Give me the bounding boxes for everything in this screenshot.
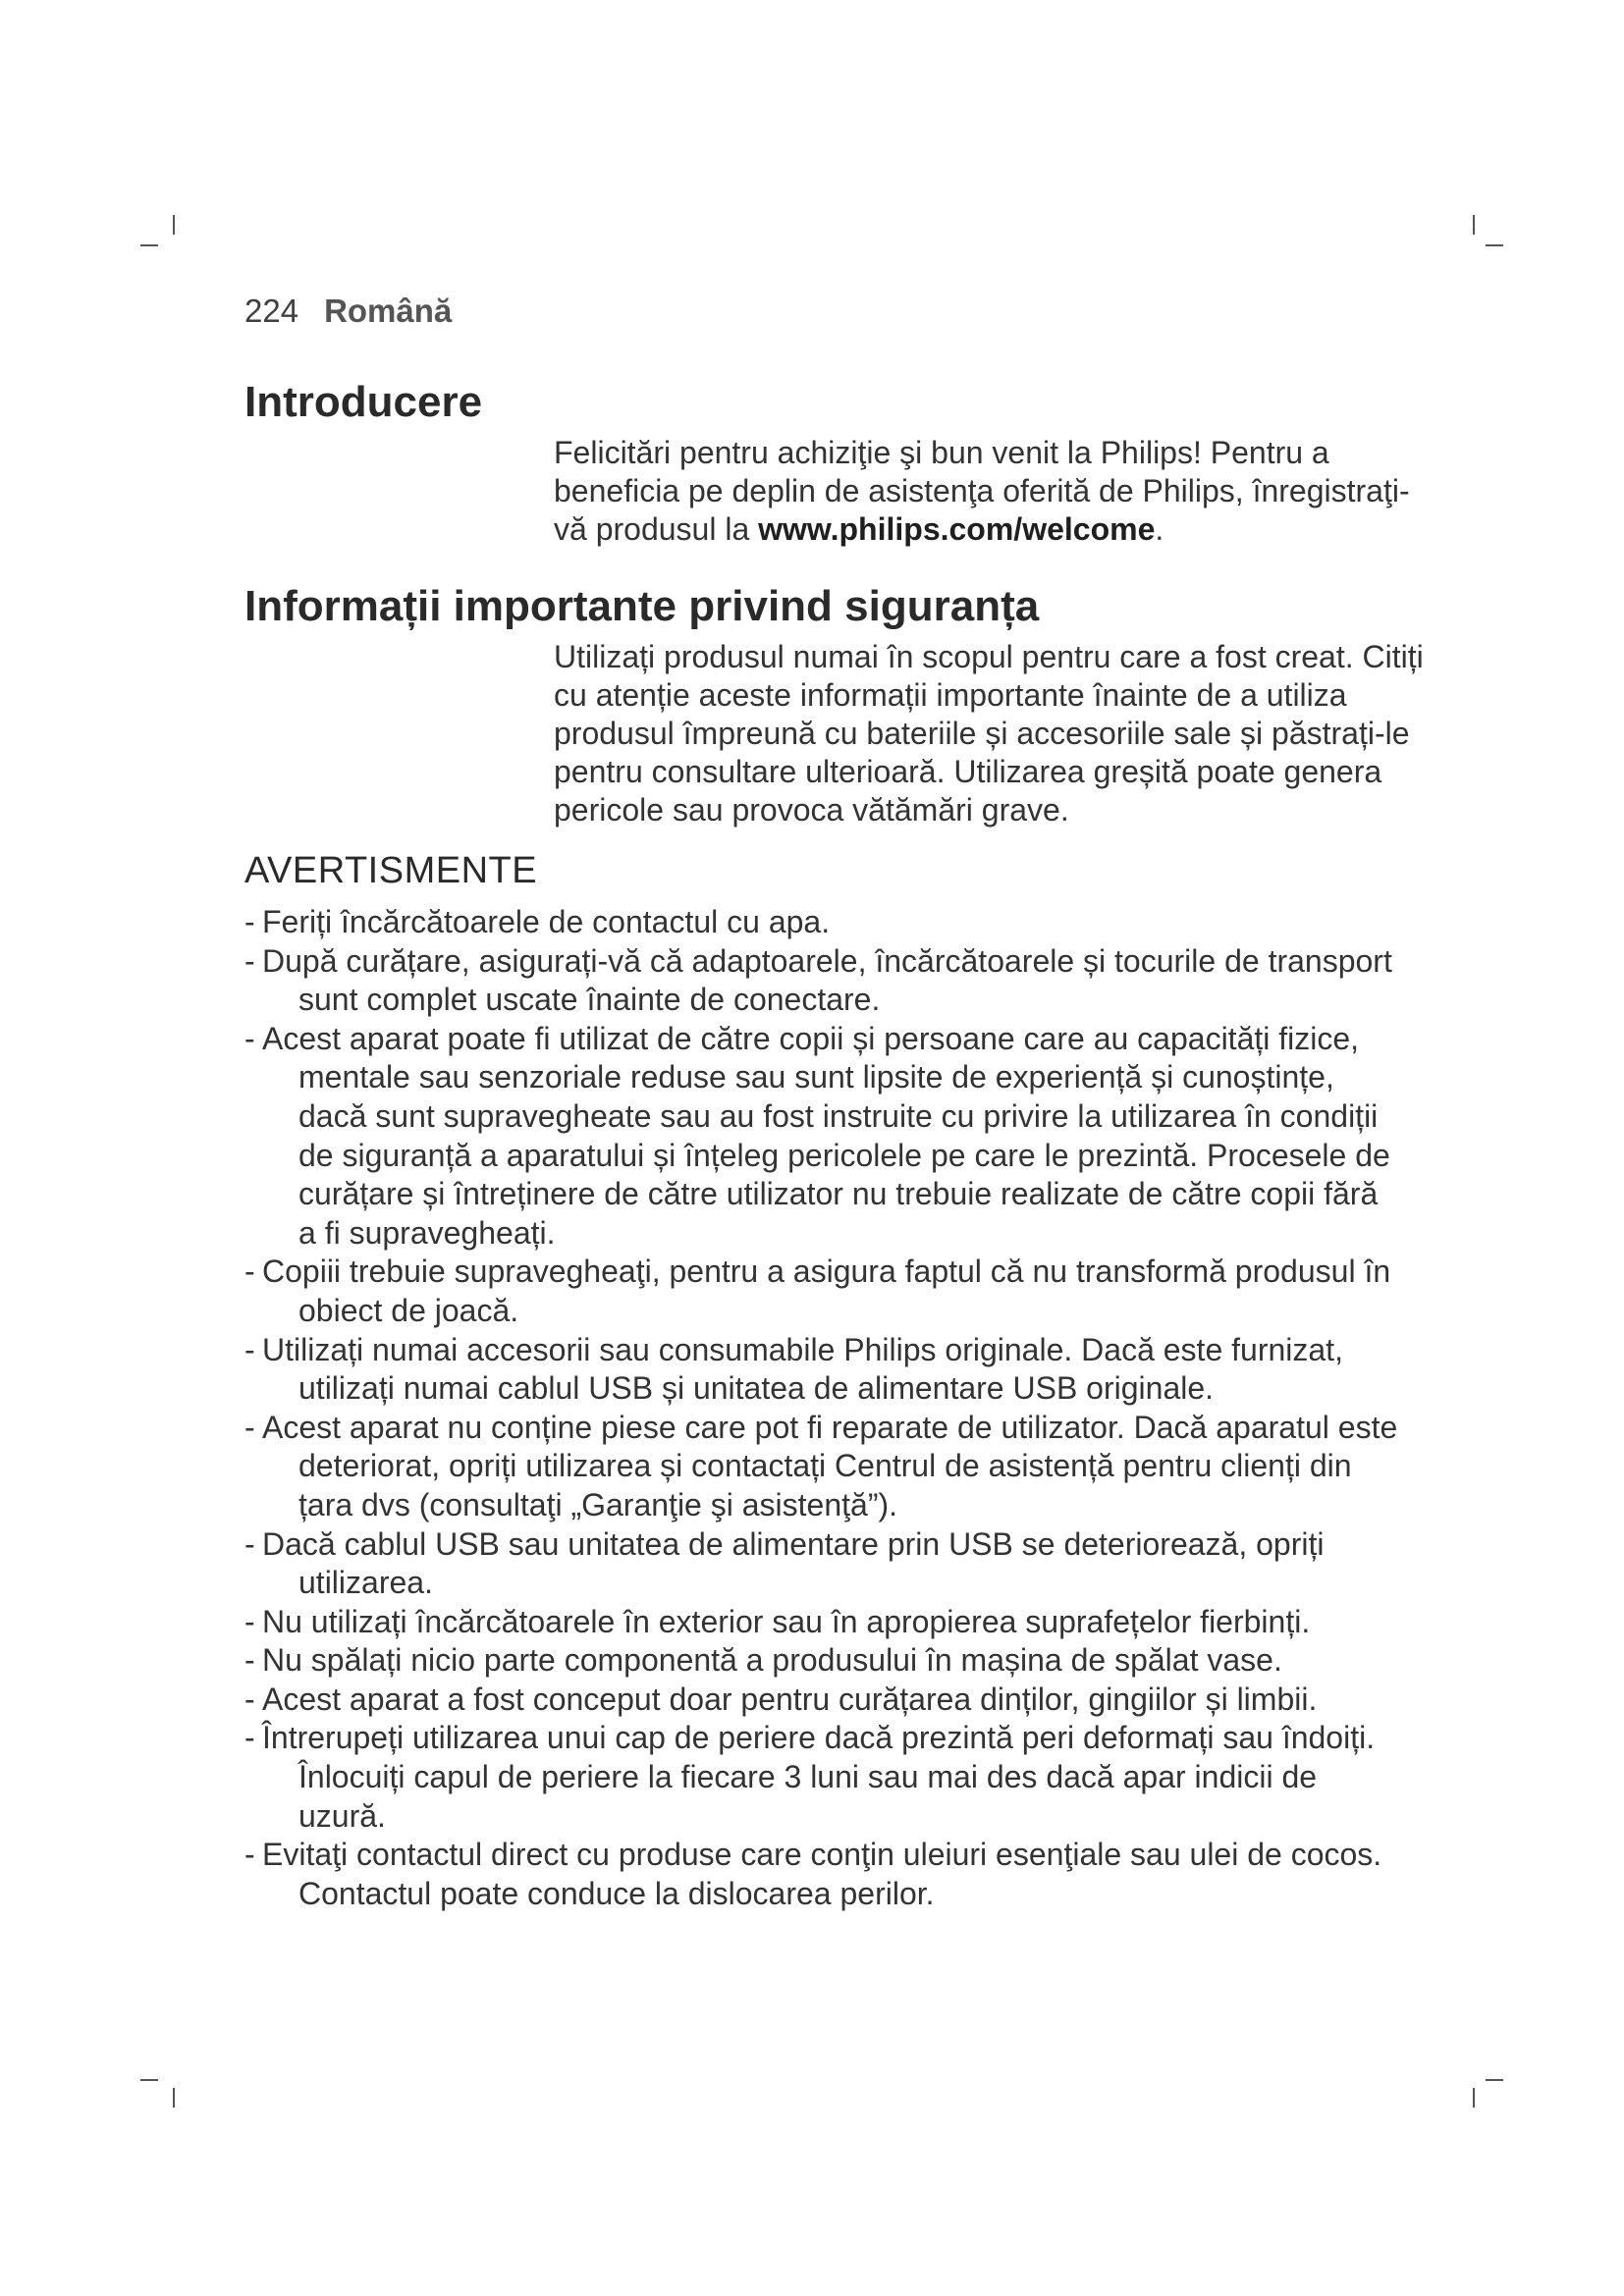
intro-text-end: . (1155, 511, 1164, 547)
welcome-link[interactable]: www.philips.com/welcome (758, 511, 1156, 547)
list-item-text: Evitaţi contactul direct cu produse care conţin uleiuri esenţiale sau ulei de cocos. Contactul poate conduce la dislocarea perilor. (262, 1837, 1382, 1911)
intro-title: Introducere (244, 378, 483, 426)
list-item (244, 1603, 1403, 1642)
intro-text: Felicitări pentru achiziţie şi bun venit la Philips! Pentru a beneficia pe deplin de asistenţa oferită de Philips, înregistraţi-vă produsul la (554, 435, 1410, 547)
list-bullet: - (244, 904, 255, 939)
list-item (244, 1641, 1403, 1681)
crop-mark (140, 2079, 158, 2081)
list-bullet: - (244, 1837, 255, 1873)
list-bullet: - (244, 1681, 255, 1717)
crop-mark (140, 244, 158, 246)
warnings-heading: AVERTISMENTE (244, 850, 538, 891)
list-item-text: Copiii trebuie supravegheaţi, pentru a asigura faptul că nu transformă produsul în obiect de joacă. (262, 1254, 1391, 1328)
list-bullet: - (244, 1409, 255, 1445)
page-header (244, 293, 452, 330)
list-item-text: După curățare, asigurați-vă că adaptoarele, încărcătoarele și tocurile de transport sunt complet uscate înainte de conectare. (262, 942, 1392, 1018)
list-item-text: Dacă cablul USB sau unitatea de alimentare prin USB se deteriorează, opriți utilizarea. (262, 1525, 1325, 1601)
intro-paragraph (554, 434, 1418, 549)
list-item (244, 1719, 1403, 1836)
page-number: 224 (244, 293, 299, 329)
list-bullet: - (244, 1254, 255, 1290)
list-item-text: Acest aparat a fost conceput doar pentru curățarea dinților, gingiilor și limbii. (262, 1681, 1318, 1717)
list-item-text: Întrerupeți utilizarea unui cap de periere dacă prezintă peri deformați sau îndoiți. Înlocuiți capul de periere la fiecare 3 luni sau mai des dacă apar indicii de uzură. (262, 1720, 1376, 1834)
list-item-text: Acest aparat nu conține piese care pot fi reparate de utilizator. Dacă aparatul este deteriorat, opriți utilizarea și contactați Centrul de asistență pentru clienți din țara dvs (consultaţi „Garanţie şi asistenţă”). (262, 1409, 1398, 1522)
list-item-text: Utilizați numai accesorii sau consumabile Philips originale. Dacă este furnizat, utilizați numai cablul USB și unitatea de alimentare USB originale. (262, 1331, 1343, 1407)
list-bullet: - (244, 1603, 255, 1639)
list-item-text: Nu utilizați încărcătoarele în exterior sau în apropierea suprafețelor fierbinți. (262, 1603, 1311, 1639)
list-item (244, 1331, 1403, 1409)
list-item (244, 1525, 1403, 1603)
list-bullet: - (244, 1020, 255, 1056)
list-item (244, 1681, 1403, 1720)
page-language: Română (324, 293, 453, 329)
crop-mark (173, 2088, 175, 2108)
crop-mark (173, 215, 175, 235)
safety-title: Informații importante privind siguranța (244, 582, 1040, 630)
list-bullet: - (244, 942, 255, 979)
warnings-list (244, 903, 1403, 1913)
crop-mark (1486, 244, 1503, 246)
crop-mark (1473, 215, 1475, 235)
crop-mark (1486, 2079, 1503, 2081)
list-item (244, 1836, 1403, 1913)
list-bullet: - (244, 1331, 255, 1367)
list-item (244, 1409, 1403, 1525)
list-item-text: Nu spălați nicio parte componentă a produsului în mașina de spălat vase. (262, 1642, 1282, 1679)
list-bullet: - (244, 1720, 255, 1756)
list-item (244, 942, 1403, 1020)
crop-mark (1473, 2088, 1475, 2108)
list-item (244, 903, 1403, 942)
list-bullet: - (244, 1642, 255, 1679)
list-item-text: Acest aparat poate fi utilizat de către copii și persoane care au capacități fizice, mentale sau senzoriale reduse sau sunt lipsite de experiență și cunoștințe, dacă sunt supravegheate sau au fost instruite cu privire la utilizarea în condiții de siguranță a aparatului și înțeleg pericolele pe care le prezintă. Procesele de curățare și întreținere de către utilizator nu trebuie realizate de către copii fără a fi supravegheați. (262, 1020, 1390, 1251)
list-item-text: Feriți încărcătoarele de contactul cu apa. (262, 904, 831, 939)
list-bullet: - (244, 1525, 255, 1562)
safety-paragraph: Utilizați produsul numai în scopul pentru care a fost creat. Citiți cu atenție aceste informații importante înainte de a utiliza produsul împreună cu bateriile și accesoriile sale și păstrați-le pentru consultare ulterioară. Utilizarea greșită poate genera pericole sau provoca vătămări grave. (554, 639, 1424, 828)
list-item (244, 1253, 1403, 1330)
list-item (244, 1020, 1403, 1254)
